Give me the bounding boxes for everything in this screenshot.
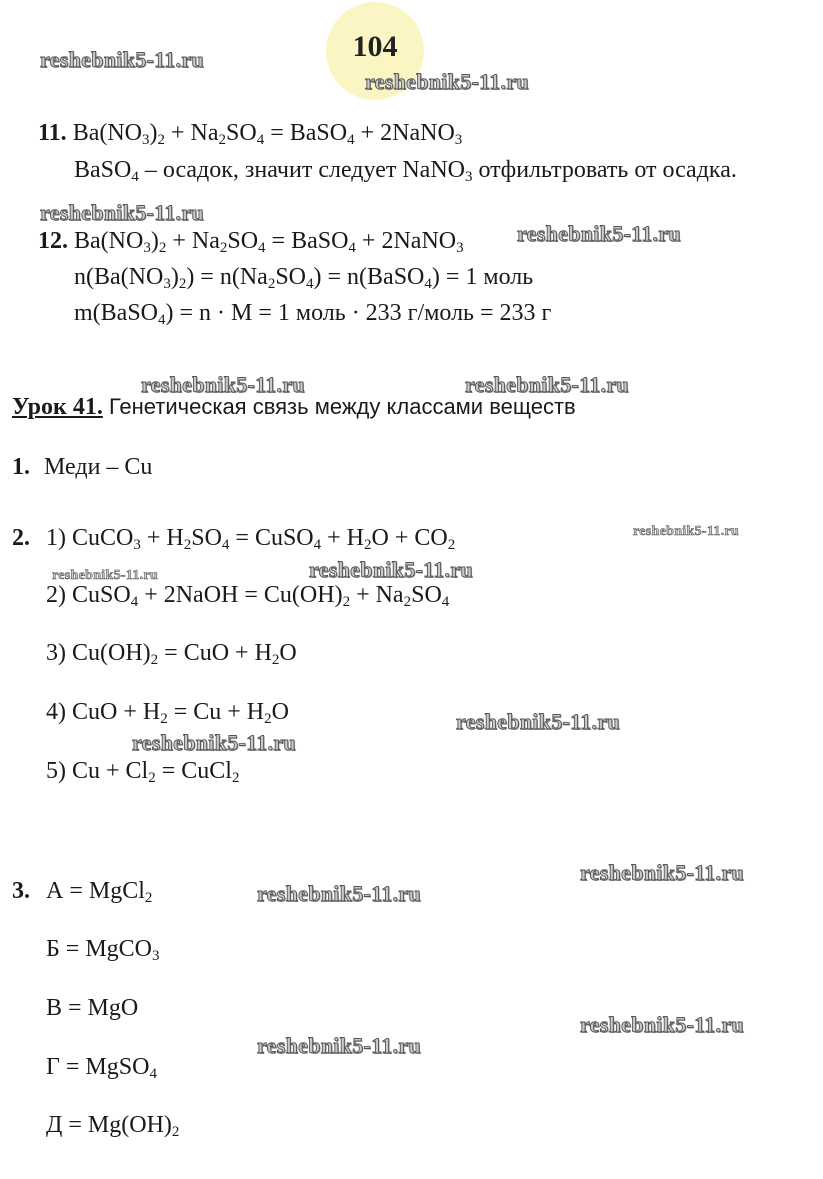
- subscript: 2: [364, 537, 372, 553]
- subscript: 3: [456, 240, 464, 256]
- subscript: 2: [148, 770, 156, 786]
- subscript: 3: [163, 276, 171, 292]
- formula: $Ba(NO_3)_2 + Na_2SO_4$ = BaSO$_4$ + 2NaNO$_3$: [74, 228, 464, 256]
- task11-note: BaSO$_4$ – осадок, значит следует NaNO$_3$ отфильтровать от осадка.: [74, 157, 737, 185]
- subscript: 3: [464, 169, 473, 185]
- subscript: 2: [218, 132, 227, 148]
- reaction-2: 2) CuSO$_4$ + 2NaOH = $Cu(OH)_2 + Na_2SO_4$: [46, 582, 450, 610]
- subscript: 4: [306, 276, 314, 292]
- watermark: reshebnik5-11.ru: [309, 557, 473, 582]
- task-number: 3.: [12, 878, 30, 904]
- task-number: 1.: [12, 454, 30, 480]
- task11-equation-line: [38, 120, 462, 147]
- subscript: 3: [454, 132, 463, 148]
- subscript: 2: [160, 711, 168, 727]
- subscript: 2: [403, 594, 412, 610]
- subscript: 2: [157, 132, 166, 148]
- lesson-heading: [12, 394, 576, 421]
- substance-b: Б = MgCO$_3$: [46, 936, 160, 964]
- reaction-3: 3) $Cu(OH)_2$ = CuO + $H_2O$: [46, 640, 297, 668]
- subscript: 2: [264, 711, 272, 727]
- task12-equation-line: [38, 228, 464, 255]
- formula: $Ba(NO_3)_2 + Na_2SO_4$ = BaSO$_4$ + 2NaNO$_3$: [72, 120, 463, 148]
- subscript: 2: [150, 652, 159, 668]
- watermark: reshebnik5-11.ru: [580, 1012, 744, 1037]
- substance-a: А = MgCl$_2$: [46, 878, 153, 906]
- subscript: 3: [152, 948, 160, 964]
- substance-g: Г = MgSO$_4$: [46, 1054, 157, 1082]
- subscript: 2: [178, 276, 187, 292]
- task-number: 11.: [38, 120, 67, 146]
- subscript: 2: [271, 652, 280, 668]
- subscript: 2: [219, 240, 228, 256]
- subscript: 2: [144, 890, 153, 906]
- subscript: 3: [143, 240, 151, 256]
- watermark: reshebnik5-11.ru: [132, 730, 296, 755]
- subscript: 2: [171, 1124, 180, 1140]
- subscript: 4: [424, 276, 432, 292]
- reaction-5: 5) $Cu + Cl_2$ = CuCl$_2$: [46, 758, 240, 786]
- subscript: 4: [258, 240, 266, 256]
- reaction-4: 4) CuO + $H_2 = Cu + H_2O$: [46, 699, 289, 727]
- subscript: 4: [313, 537, 322, 553]
- subscript: 2: [231, 770, 240, 786]
- watermark: reshebnik5-11.ru: [257, 881, 421, 906]
- task12-moles: $n(Ba(NO_3)_2) = n(Na_2SO_4)$ = n(BaSO$_4$) = 1 моль: [74, 264, 534, 292]
- subscript: 2: [342, 594, 351, 610]
- reaction-1: 1) CuCO$_3$ + $H_2SO_4$ = CuSO$_4$ + $H_2O + CO_2$: [46, 525, 456, 553]
- watermark: reshebnik5-11.ru: [365, 69, 529, 94]
- watermark: reshebnik5-11.ru: [40, 200, 204, 225]
- substance-d: $Д = Mg(OH)_2$: [46, 1112, 180, 1140]
- subscript: 4: [149, 1066, 157, 1082]
- task12-mass: m(BaSO$_4$) = n · M = 1 моль · 233 г/моль = 233 г: [74, 300, 552, 328]
- watermark: reshebnik5-11.ru: [456, 709, 620, 734]
- watermark: reshebnik5-11.ru: [141, 372, 305, 397]
- subscript: 4: [348, 240, 356, 256]
- subscript: 4: [347, 132, 355, 148]
- subscript: 3: [133, 537, 141, 553]
- substance-v: В = MgO: [46, 995, 139, 1021]
- page-number: 104: [352, 30, 398, 63]
- subscript: 4: [441, 594, 450, 610]
- task-number: 12.: [38, 228, 68, 254]
- watermark: reshebnik5-11.ru: [257, 1033, 421, 1058]
- subscript: 3: [142, 132, 150, 148]
- lesson-task1: [12, 454, 152, 481]
- task-number: 2.: [12, 525, 30, 551]
- subscript: 4: [130, 594, 139, 610]
- subscript: 4: [158, 312, 166, 328]
- lesson-title: Генетическая связь между классами веществ: [102, 394, 576, 419]
- subscript: 2: [158, 240, 167, 256]
- watermark: reshebnik5-11.ru: [40, 47, 204, 72]
- lesson-label: Урок 41.: [12, 394, 103, 420]
- subscript: 2: [183, 537, 192, 553]
- subscript: 4: [256, 132, 265, 148]
- watermark: reshebnik5-11.ru: [580, 860, 744, 885]
- watermark: reshebnik5-11.ru: [633, 524, 740, 539]
- subscript: 4: [131, 169, 139, 185]
- subscript: 2: [267, 276, 276, 292]
- watermark: reshebnik5-11.ru: [52, 568, 159, 583]
- answer-text: Меди – Cu: [44, 454, 153, 480]
- subscript: 4: [221, 537, 230, 553]
- watermark: reshebnik5-11.ru: [465, 372, 629, 397]
- watermark: reshebnik5-11.ru: [517, 221, 681, 246]
- subscript: 2: [447, 537, 456, 553]
